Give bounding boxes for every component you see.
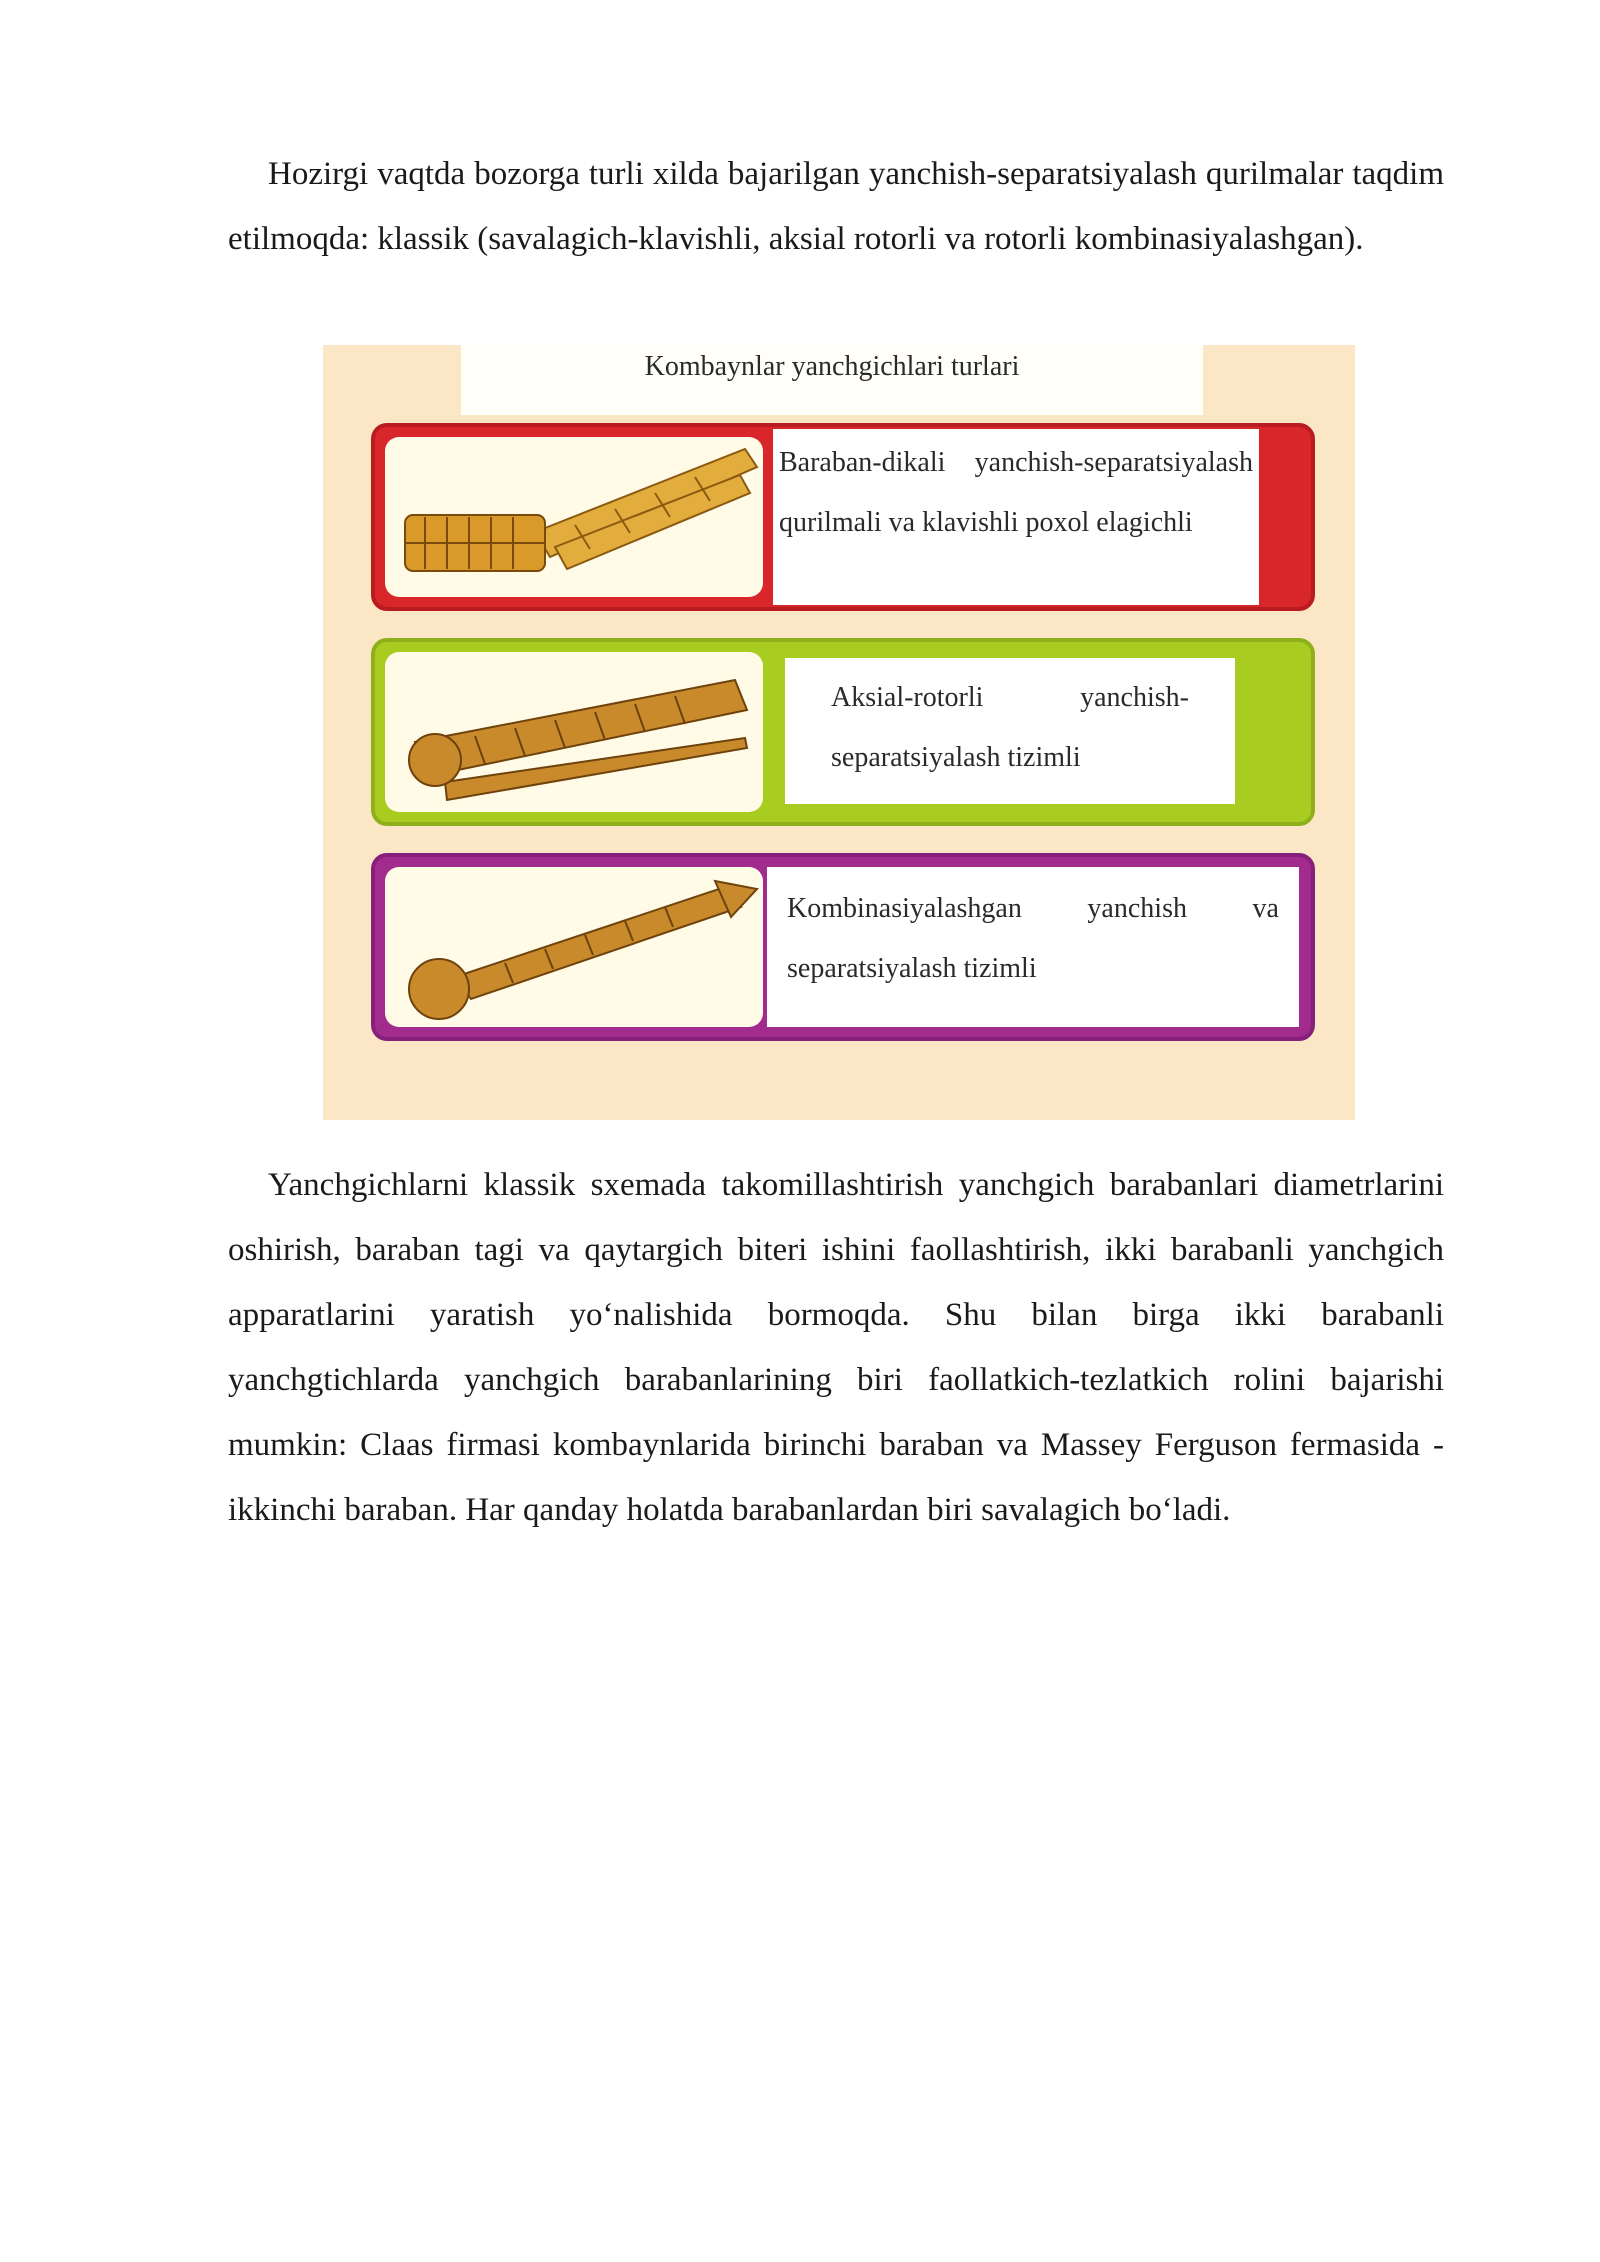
paragraph-classic-scheme: Yanchgichlarni klassik sxemada takomillashtirish yanchgich barabanlari diametrlarini oshirish, baraban tagi va qaytargich biteri ishini faollashtirish, ikki barabanli yanchgich apparatlarini yaratish yo‘nalishida bormoqda. Shu bilan birga ikki barabanli yanchgtichlarda yanchgich barabanlarining biri faollatkich-tezlatkich rolini bajarishi mumkin: Claas firmasi kombaynlarida birinchi baraban va Massey Ferguson fermasida - ikkinchi baraban. Har qanday holatda barabanlardan biri savalagich bo‘ladi. [228,1167,1444,1528]
thresher-type-axial-band [371,638,1315,826]
combined-rotor-shape [409,881,757,1019]
thresher-type-drum-band [371,423,1315,611]
combined-thresher-label: Kombinasiyalashgan yanchish va separatsiyalash tizimli [767,867,1299,1027]
thresher-types-figure [323,345,1355,1120]
axial-rotor-label: Aksial-rotorli yanchish-separatsiyalash tizimli [785,658,1235,804]
combined-thresher-illustration [385,867,763,1027]
figure-title-panel [461,345,1203,415]
drum-thresher-label: Baraban-dikali yanchish-separatsiyalash qurilmali va klavishli poxol elagichli [773,429,1259,605]
thresher-type-combined-band [371,853,1315,1041]
drum-thresher-drawing [385,437,763,597]
axial-rotor-drawing [385,652,763,812]
axial-rotor-illustration [385,652,763,812]
paragraph-intro: Hozirgi vaqtda bozorga turli xilda bajarilgan yanchish-separatsiyalash qurilmalar taqdim etilmoqda: klassik (savalagich-klavishli, aksial rotorli va rotorli kombinasiyalashgan). [228,156,1444,257]
axial-rotor-shape [409,680,747,800]
drum-thresher-illustration [385,437,763,597]
combined-thresher-drawing [385,867,763,1027]
figure-title: Kombaynlar yanchgichlari turlari [644,351,1020,382]
straw-walker-shape [535,449,757,569]
threshing-drum-shape [405,515,545,571]
